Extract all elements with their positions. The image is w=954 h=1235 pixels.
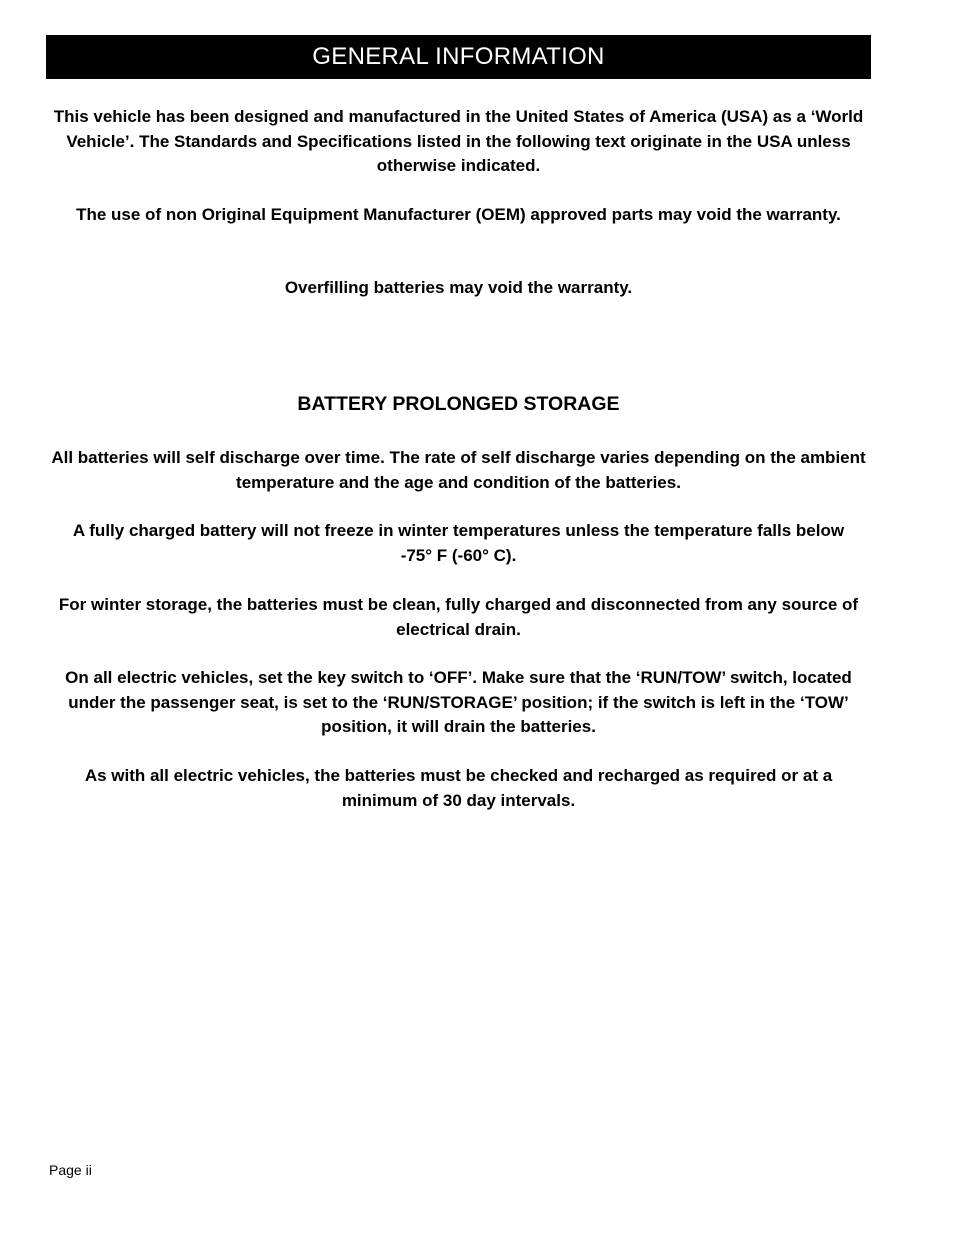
paragraph-freeze-temperature: A fully charged battery will not freeze in winter temperatures unless the temperature falls below -75° F (-60° C). [72,521,845,565]
paragraph-oem-parts: The use of non Original Equipment Manufacturer (OEM) approved parts may void the warranty. [76,205,841,224]
paragraph-recharge-interval: As with all electric vehicles, the batteries must be checked and recharged as required or at a minimum of 30 day intervals. [84,766,833,810]
paragraph-winter-storage: For winter storage, the batteries must be clean, fully charged and disconnected from any source of electrical drain. [58,595,859,639]
storage-heading-block [46,392,871,417]
oem-warning-block [46,203,871,228]
paragraph-world-vehicle: This vehicle has been designed and manufactured in the United States of America (USA) as a ‘World Vehicle’. The Standards and Specifications listed in the following text originate in the USA unless otherwise indicated. [53,107,864,175]
self-discharge-block [46,446,871,495]
run-tow-block [46,666,871,740]
paragraph-overfilling: Overfilling batteries may void the warranty. [284,278,633,297]
freeze-block [46,519,871,568]
section-header-bar [46,35,871,79]
recharge-block [46,764,871,813]
section-title-battery-storage: BATTERY PROLONGED STORAGE [297,393,620,415]
paragraph-self-discharge: All batteries will self discharge over time. The rate of self discharge varies depending on the ambient temperature and the age and condition of the batteries. [51,448,866,492]
paragraph-run-tow-switch: On all electric vehicles, set the key switch to ‘OFF’. Make sure that the ‘RUN/TOW’ switch, located under the passenger seat, is set to the ‘RUN/STORAGE’ position; if the switch is left in the ‘TOW’ position, it will drain the batteries. [65,668,852,736]
general-info-block [46,105,871,179]
overfill-warning-block [46,276,871,301]
winter-storage-block [46,593,871,642]
page-number: Page ii [49,1162,92,1178]
page-title: GENERAL INFORMATION [312,43,605,70]
